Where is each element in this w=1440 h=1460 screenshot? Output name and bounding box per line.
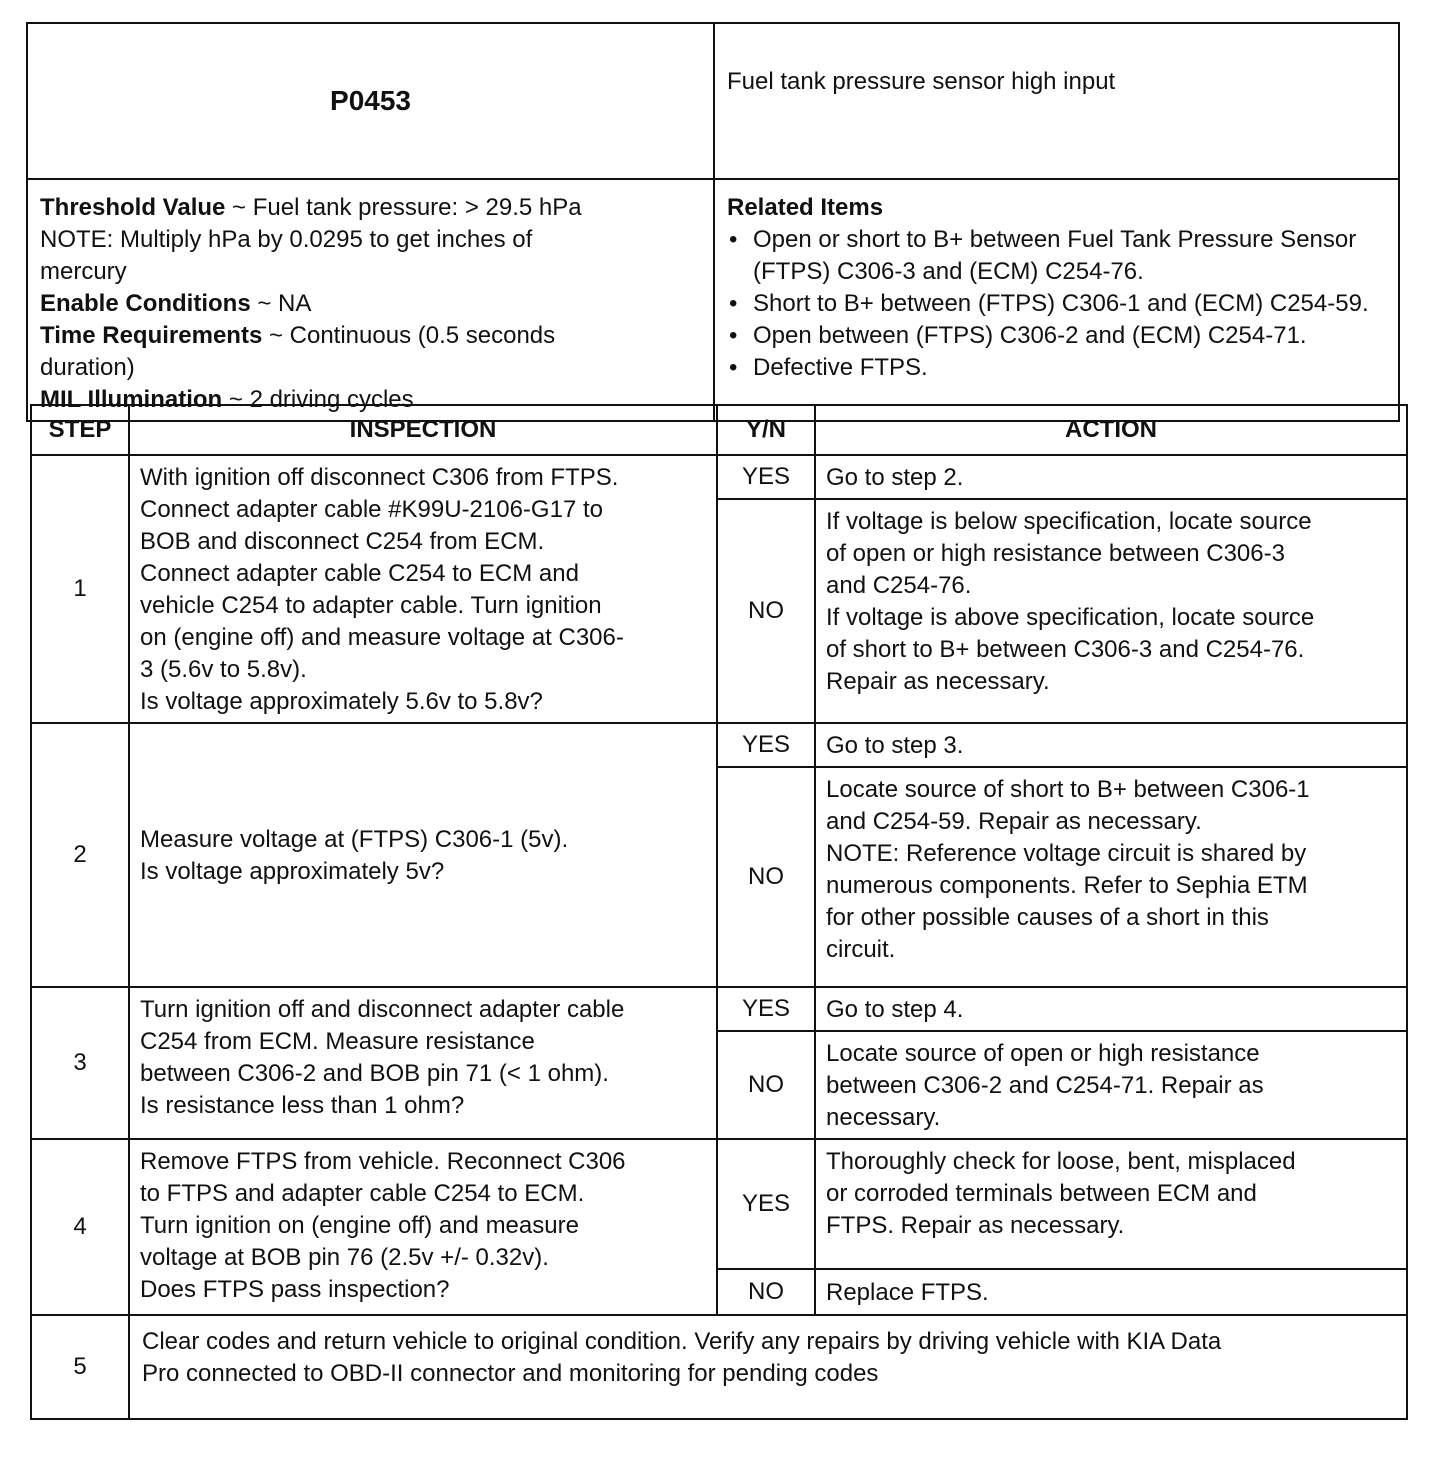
column-header-step: STEP [31,405,129,455]
note-line-2: mercury [40,258,127,285]
time-line [40,320,703,352]
table-row [31,723,1407,767]
inspection-line: Does FTPS pass inspection? [140,1276,450,1303]
enable-value: ~ NA [250,290,312,317]
yes-label: YES [717,1139,815,1269]
dtc-header-table [26,22,1400,422]
inspection-line: 3 (5.6v to 5.8v). [140,656,307,683]
inspection-line: C254 from ECM. Measure resistance [140,1028,535,1055]
yes-action [815,987,1407,1031]
inspection-line: Connect adapter cable C254 to ECM and [140,560,579,587]
no-label: NO [717,1269,815,1315]
action-line: Go to step 4. [826,996,964,1023]
note-line-1: NOTE: Multiply hPa by 0.0295 to get inches of [40,226,533,253]
column-header-yn: Y/N [717,405,815,455]
no-action [815,1031,1407,1139]
action-line: or corroded terminals between ECM and [826,1180,1257,1207]
table-row [31,987,1407,1031]
inspection-line: on (engine off) and measure voltage at C306- [140,624,624,651]
inspection-cell [129,723,717,987]
table-row [31,1139,1407,1269]
action-line: FTPS. Repair as necessary. [826,1212,1125,1239]
action-line: Repair as necessary. [826,668,1050,695]
inspection-line: voltage at BOB pin 76 (2.5v +/- 0.32v). [140,1244,549,1271]
table-row [31,1315,1407,1419]
action-line: of short to B+ between C306-3 and C254-76. [826,636,1305,663]
enable-line [40,288,703,320]
time-value: ~ Continuous (0.5 seconds [262,322,556,349]
yes-action [815,455,1407,499]
table-header-row [31,405,1407,455]
related-item: • Open or short to B+ between Fuel Tank Pressure Sensor (FTPS) C306-3 and (ECM) C254-76. [727,224,1388,288]
related-items-cell [714,179,1399,421]
threshold-label: Threshold Value [40,194,226,221]
related-item: • Open between (FTPS) C306-2 and (ECM) C254-71. [727,320,1388,352]
action-line: Replace FTPS. [826,1279,989,1306]
table-row [31,455,1407,499]
column-header-inspection: INSPECTION [129,405,717,455]
inspection-line: to FTPS and adapter cable C254 to ECM. [140,1180,585,1207]
final-step-line: Pro connected to OBD-II connector and monitoring for pending codes [142,1360,879,1387]
inspection-line: Measure voltage at (FTPS) C306-1 (5v). [140,826,569,853]
column-header-action: ACTION [815,405,1407,455]
action-line: of open or high resistance between C306-3 [826,540,1285,567]
dtc-description: Fuel tank pressure sensor high input [714,23,1399,179]
yes-label: YES [717,455,815,499]
time-label: Time Requirements [40,322,263,349]
enable-label: Enable Conditions [40,290,251,317]
step-number: 3 [31,987,129,1139]
no-label: NO [717,767,815,987]
inspection-line: With ignition off disconnect C306 from FTPS. [140,464,619,491]
threshold-line [40,192,703,224]
inspection-cell [129,1139,717,1315]
step-number: 4 [31,1139,129,1315]
inspection-cell [129,987,717,1139]
action-line: Locate source of open or high resistance [826,1040,1260,1067]
action-line: between C306-2 and C254-71. Repair as [826,1072,1264,1099]
final-step-text [129,1315,1407,1419]
no-action [815,767,1407,987]
yes-action [815,723,1407,767]
inspection-line: BOB and disconnect C254 from ECM. [140,528,545,555]
inspection-line: Is voltage approximately 5.6v to 5.8v? [140,688,543,715]
action-line: and C254-59. Repair as necessary. [826,808,1202,835]
inspection-cell [129,455,717,723]
step-number: 1 [31,455,129,723]
diagnostic-steps-table [30,404,1408,1420]
related-items-list [727,224,1388,384]
action-line: and C254-76. [826,572,972,599]
action-line: Thoroughly check for loose, bent, misplaced [826,1148,1296,1175]
action-line: Locate source of short to B+ between C306-1 [826,776,1310,803]
action-line: NOTE: Reference voltage circuit is shared by [826,840,1307,867]
yes-label: YES [717,987,815,1031]
step-number: 5 [31,1315,129,1419]
inspection-line: Is resistance less than 1 ohm? [140,1092,465,1119]
conditions-cell [27,179,714,421]
related-item: • Defective FTPS. [727,352,1388,384]
no-action [815,499,1407,723]
action-line: If voltage is above specification, locate source [826,604,1315,631]
yes-label: YES [717,723,815,767]
action-line: If voltage is below specification, locate source [826,508,1312,535]
related-items-title: Related Items [727,194,884,221]
mil-label: MIL Illumination [40,386,223,413]
inspection-line: Remove FTPS from vehicle. Reconnect C306 [140,1148,626,1175]
yes-action [815,1139,1407,1269]
step-number: 2 [31,723,129,987]
final-step-line: Clear codes and return vehicle to original condition. Verify any repairs by driving vehicle with KIA Data [142,1328,1222,1355]
threshold-value: ~ Fuel tank pressure: > 29.5 hPa [225,194,582,221]
inspection-line: between C306-2 and BOB pin 71 (< 1 ohm). [140,1060,609,1087]
action-line: Go to step 3. [826,732,964,759]
action-line: circuit. [826,936,896,963]
related-item: • Short to B+ between (FTPS) C306-1 and (ECM) C254-59. [727,288,1388,320]
no-label: NO [717,499,815,723]
inspection-line: vehicle C254 to adapter cable. Turn ignition [140,592,602,619]
dtc-code: P0453 [27,23,714,179]
inspection-line: Turn ignition on (engine off) and measure [140,1212,579,1239]
action-line: for other possible causes of a short in this [826,904,1269,931]
inspection-line: Turn ignition off and disconnect adapter cable [140,996,625,1023]
mil-value: ~ 2 driving cycles [222,386,414,413]
inspection-line: Is voltage approximately 5v? [140,858,445,885]
time-line-2: duration) [40,354,135,381]
action-line: Go to step 2. [826,464,964,491]
no-action [815,1269,1407,1315]
action-line: numerous components. Refer to Sephia ETM [826,872,1308,899]
inspection-line: Connect adapter cable #K99U-2106-G17 to [140,496,603,523]
action-line: necessary. [826,1104,941,1131]
no-label: NO [717,1031,815,1139]
